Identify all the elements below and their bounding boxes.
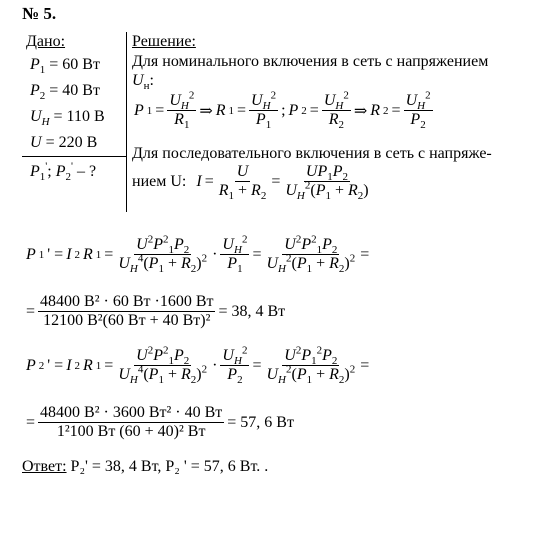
answer-line	[22, 458, 268, 476]
answer-label: Ответ:	[22, 458, 67, 475]
problem-number: № 5.	[22, 4, 57, 23]
p2-value: = 57, 6 Вт	[227, 413, 294, 431]
answer-text: P₂' = 38, 4 Вт, P₂ ' = 57, 6 Вт. .	[70, 458, 269, 475]
solution-line3: Для последовательного включения в сеть с напряже-	[132, 145, 492, 162]
p1-denominator: 12100 В²(60 Вт + 40 Вт)²	[43, 312, 211, 329]
given-find: $P_1'$; $P_2'$ – ?	[30, 160, 97, 184]
equation-p1: P 1 ' = I 2 R 1 = $\frac{U^2P^2_1P_2}{U_H^4(P_1 + R_2)^2}$ · $\frac{U_H^2}{P_1}$ = $\frac{U^2P^2_1P_2}{U_H^2(P_1 + R_2)^2}$ =	[26, 233, 370, 276]
p2-numerator: 48400 В² · 3600 Вт² · 40 Вт	[40, 404, 223, 421]
given-item-1: $P_1 = 60$ Вт	[30, 56, 100, 77]
given-divider	[22, 156, 126, 157]
given-item-4: U = 220 В	[30, 134, 98, 151]
given-item-3: $U_H = 110$ В	[30, 108, 105, 129]
p2-denominator: 1²100 Вт (60 + 40)² Вт	[56, 423, 206, 440]
given-item-2: $P_2 = 40$ Вт	[30, 82, 100, 103]
equation-p2: P 2 ' = I 2 R 1 = $\frac{U^2P^2_1P_2}{U_H^4(P_1 + R_2)^2}$ · $\frac{U_H^2}{P_2}$ = $\frac{U^2P_1^2P_2}{U_H^2(P_1 + R_2)^2}$ =	[26, 344, 370, 387]
given-title: Дано:	[26, 33, 66, 50]
p1-numerator: 48400 В² · 60 Вт ·1600 Вт	[40, 293, 214, 310]
equation-resistances: P 1 = $\frac{U_H^2}{R_1}$ ⇒ R 1 = $\frac{U_H^2}{P_1}$ ; P 2 = $\frac{U_H^2}{R_2}$ ⇒ R 2 = $\frac{U_H^2}{P_2}$	[134, 89, 431, 132]
solution-title: Решение:	[132, 33, 196, 50]
solution-line2: $U_н$:	[132, 72, 154, 93]
equation-p2-result: = $\frac{\text{48400 В² · 3600 Вт² · 40 Вт}}{\text{1²100 Вт (60 + 40)² Вт}}$ = 57, 6 Вт	[26, 404, 294, 440]
p1-value: = 38, 4 Вт	[218, 302, 286, 320]
equation-current: нием U: I = $\frac{U}{R_1 + R_2}$ = $\frac{UP_1P_2}{U_H^2(P_1 + R_2)}$	[132, 163, 369, 203]
given-separator	[126, 32, 127, 212]
equation-p1-result: = $\frac{\text{48400 В² · 60 Вт ·1600 Вт}}{\text{12100 В²(60 Вт + 40 Вт)²}}$ = 38, 4 Вт	[26, 293, 286, 329]
solution-line1: Для номинального включения в сеть с напряжением	[132, 53, 489, 70]
